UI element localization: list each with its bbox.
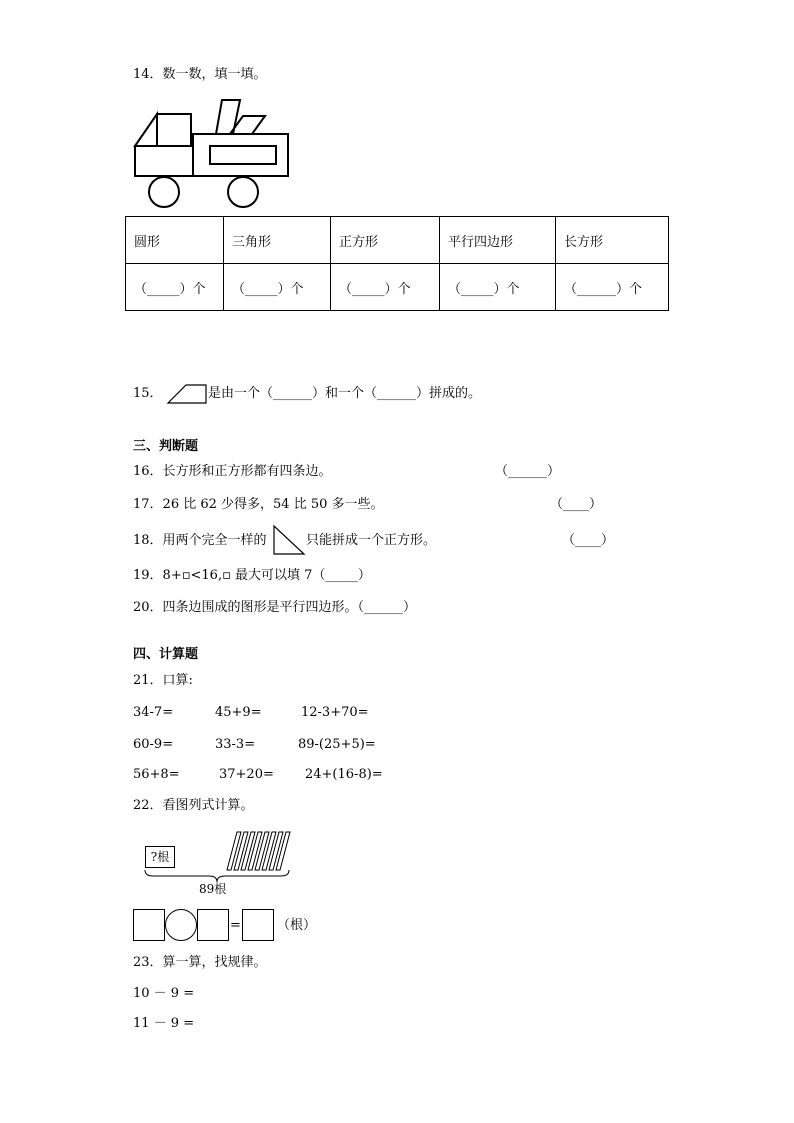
calc-item: 12-3+70=	[301, 705, 369, 720]
table-header-cell: 平行四边形	[440, 217, 556, 264]
q15-text: 是由一个（______）和一个（______）拼成的。	[208, 386, 482, 401]
q19-text: 19．8+▫<16,▫ 最大可以填 7（_____）	[133, 568, 371, 583]
truck-figure	[130, 96, 295, 208]
q18-text-post: 只能拼成一个正方形。	[306, 533, 437, 548]
q23-title: 23．算一算，找规律。	[133, 955, 267, 970]
q23-line: 10 － 9 =	[133, 986, 195, 1001]
calc-item: 45+9=	[215, 705, 262, 720]
table-row	[126, 217, 669, 264]
calc-item: 60-9=	[133, 737, 174, 752]
table-header-cell: 正方形	[331, 217, 440, 264]
answer-box-2[interactable]	[197, 909, 229, 941]
q15-number: 15．	[133, 386, 163, 401]
equals-sign: =	[230, 918, 241, 933]
cab-square	[157, 114, 191, 146]
top-parallelogram-1	[216, 100, 240, 134]
answer-box-result[interactable]	[242, 909, 274, 941]
q20-text: 20．四条边围成的图形是平行四边形。（______）	[133, 600, 417, 615]
answer-blank-cell[interactable]: （_____）个	[440, 264, 556, 311]
cab-triangle	[135, 114, 157, 146]
q17-answer-blank[interactable]: （____）	[550, 497, 603, 512]
parallelogram-figure	[166, 384, 208, 404]
q14-title: 14．数一数，填一填。	[133, 67, 267, 82]
calc-item: 34-7=	[133, 705, 174, 720]
q16-text: 16．长方形和正方形都有四条边。	[133, 464, 332, 479]
operator-circle[interactable]	[165, 909, 197, 941]
total-label: 89根	[199, 882, 227, 896]
cargo-body	[193, 134, 288, 176]
section4-title: 四、计算题	[133, 647, 199, 662]
calc-item: 33-3=	[215, 737, 256, 752]
right-triangle-figure	[272, 524, 306, 556]
table-row	[126, 264, 669, 311]
table-header-cell: 长方形	[556, 217, 669, 264]
calc-item: 89-(25+5)=	[298, 737, 376, 752]
answer-blank-cell[interactable]: （______）个	[556, 264, 669, 311]
wheel-front	[149, 177, 179, 207]
answer-blank-cell[interactable]: （_____）个	[331, 264, 440, 311]
q17-text: 17．26 比 62 少得多，54 比 50 多一些。	[133, 497, 384, 512]
calc-item: 37+20=	[219, 767, 274, 782]
wheel-back	[228, 177, 258, 207]
q21-title: 21．口算:	[133, 673, 193, 688]
unknown-count-box: ?根	[145, 846, 175, 868]
q23-line: 11 － 9 =	[133, 1016, 195, 1031]
cargo-window	[210, 146, 276, 164]
unit-label: （根）	[277, 918, 317, 933]
cab-body	[135, 146, 193, 176]
q16-answer-blank[interactable]: （______）	[495, 464, 561, 479]
calc-item: 56+8=	[133, 767, 180, 782]
q18-text-pre: 18．用两个完全一样的	[133, 533, 267, 548]
q22-title: 22．看图列式计算。	[133, 798, 254, 813]
sticks-bundle-figure	[224, 828, 292, 872]
section3-title: 三、判断题	[133, 439, 199, 454]
table-header-cell: 三角形	[224, 217, 331, 264]
calc-item: 24+(16-8)=	[305, 767, 383, 782]
answer-blank-cell[interactable]: （_____）个	[224, 264, 331, 311]
table-header-cell: 圆形	[126, 217, 224, 264]
q18-answer-blank[interactable]: （____）	[562, 533, 615, 548]
answer-box-1[interactable]	[133, 909, 165, 941]
answer-blank-cell[interactable]: （_____）个	[126, 264, 224, 311]
shape-count-table	[125, 216, 669, 311]
